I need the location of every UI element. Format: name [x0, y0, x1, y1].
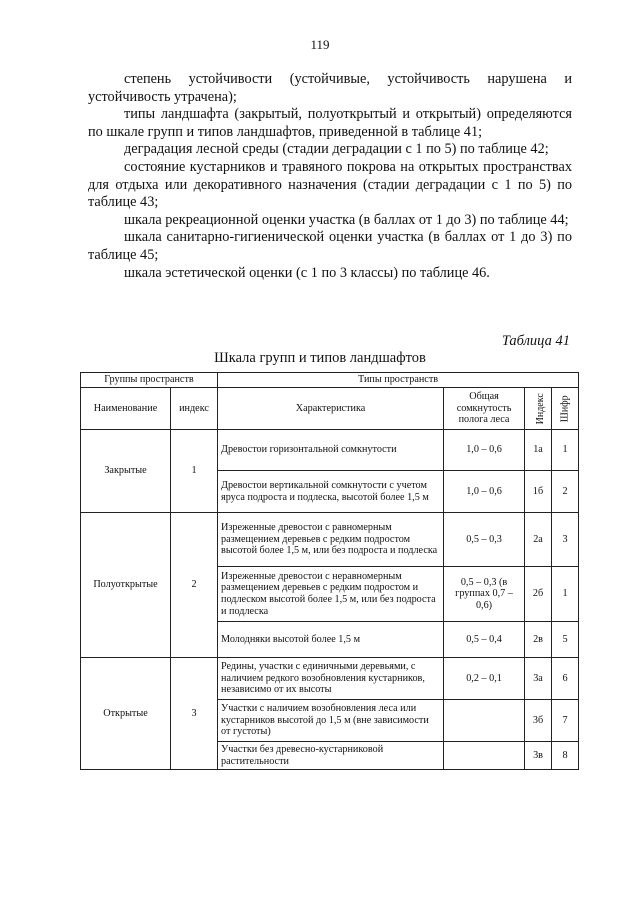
header-cipher: Шифр: [552, 388, 579, 430]
row-cipher: 2: [552, 471, 579, 513]
paragraph: шкала рекреационной оценки участка (в баллах от 1 до 3) по таблице 44;: [124, 211, 569, 228]
page-number: 119: [310, 37, 330, 52]
header-index-col: Индекс: [525, 388, 552, 430]
landscape-types-table: [80, 372, 579, 770]
row-cipher: 8: [552, 742, 579, 770]
row-index: 3а: [525, 658, 552, 700]
group-index: 2: [171, 513, 218, 658]
row-description: Изреженные древостои с равномерным размещением деревьев с редким подростом высотой более 1,5 м, или без подроста и подлеска: [218, 513, 444, 567]
paragraph: шкала санитарно-гигиенической оценки участка (в баллах от 1 до 3) по таблице 45;: [88, 229, 572, 263]
row-closure: 1,0 – 0,6: [444, 430, 525, 471]
group-index: 1: [171, 430, 218, 513]
row-cipher: 5: [552, 622, 579, 658]
row-closure: 0,5 – 0,3: [444, 513, 525, 567]
row-cipher: 3: [552, 513, 579, 567]
row-index: 2в: [525, 622, 552, 658]
row-closure: 0,5 – 0,4: [444, 622, 525, 658]
row-index: 1б: [525, 471, 552, 513]
paragraph: деградация лесной среды (стадии деградации с 1 по 5) по таблице 42;: [124, 141, 549, 158]
header-types-space: Типы пространств: [218, 373, 579, 388]
row-index: 3б: [525, 700, 552, 742]
row-index: 1а: [525, 430, 552, 471]
row-description: Изреженные древостои с неравномерным размещением деревьев с редким подростом и подлеском высотой более 1,5 м, или без подроста и подлеска: [218, 567, 444, 622]
paragraph: состояние кустарников и травяного покрова на открытых пространствах для отдыха или декоративного назначения (стадии деградации с 1 по 5) по таблице 43;: [88, 158, 572, 211]
row-index: 3в: [525, 742, 552, 770]
group-name: Открытые: [81, 658, 171, 770]
header-group-space: Группы пространств: [81, 373, 218, 388]
row-cipher: 1: [552, 567, 579, 622]
paragraph: шкала эстетической оценки (с 1 по 3 классы) по таблице 46.: [124, 264, 490, 281]
paragraph: степень устойчивости (устойчивые, устойчивость нарушена и устойчивость утрачена);: [88, 71, 572, 105]
row-description: Участки с наличием возобновления леса или кустарников высотой до 1,5 м (вне зависимости от густоты): [218, 700, 444, 742]
group-name: Полуоткрытые: [81, 513, 171, 658]
header-closure: Общая сомкнутость полога леса: [444, 388, 525, 430]
group-name: Закрытые: [81, 430, 171, 513]
table-caption: Таблица 41: [501, 333, 570, 349]
row-cipher: 6: [552, 658, 579, 700]
row-closure: 0,2 – 0,1: [444, 658, 525, 700]
row-cipher: 7: [552, 700, 579, 742]
row-closure: 1,0 – 0,6: [444, 471, 525, 513]
header-characteristic: Характеристика: [218, 388, 444, 430]
row-closure: 0,5 – 0,3 (в группах 0,7 – 0,6): [444, 567, 525, 622]
row-description: Древостои вертикальной сомкнутости с учетом яруса подроста и подлеска, высотой более 1,5 м: [218, 471, 444, 513]
row-cipher: 1: [552, 430, 579, 471]
group-index: 3: [171, 658, 218, 770]
row-description: Древостои горизонтальной сомкнутости: [218, 430, 444, 471]
paragraph: типы ландшафта (закрытый, полуоткрытый и открытый) определяются по шкале групп и типов ландшафтов, приведенной в таблице 41;: [88, 106, 572, 140]
header-name: Наименование: [81, 388, 171, 430]
row-description: Редины, участки с единичными деревьями, с наличием редкого возобновления кустарников, независимо от их высоты: [218, 658, 444, 700]
row-description: Молодняки высотой более 1,5 м: [218, 622, 444, 658]
header-index: индекс: [171, 388, 218, 430]
row-description: Участки без древесно-кустарниковой растительности: [218, 742, 444, 770]
body-text: [88, 71, 572, 282]
row-index: 2б: [525, 567, 552, 622]
row-closure: [444, 700, 525, 742]
table-title: Шкала групп и типов ландшафтов: [214, 350, 426, 366]
row-index: 2а: [525, 513, 552, 567]
row-closure: [444, 742, 525, 770]
